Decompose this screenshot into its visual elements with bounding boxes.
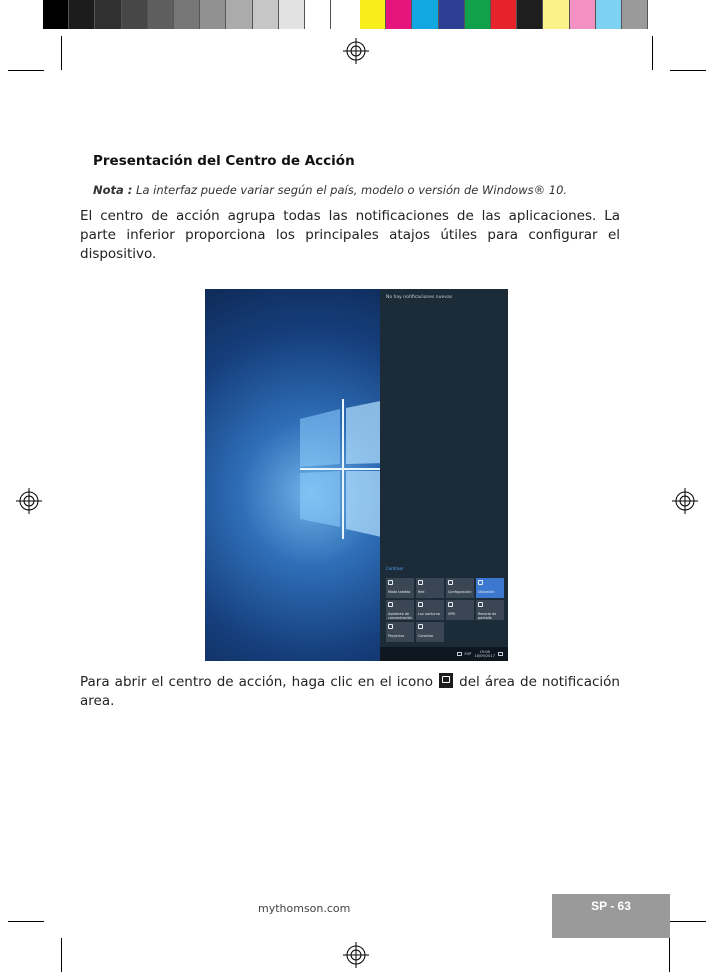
action-center-icon[interactable]	[498, 652, 503, 656]
gray-swatch	[122, 0, 148, 29]
note	[93, 183, 567, 197]
crop-mark	[670, 70, 706, 71]
color-swatch	[360, 0, 386, 29]
action-center-screenshot	[205, 289, 508, 661]
tile-icon	[478, 580, 483, 585]
tile-icon	[448, 602, 453, 607]
color-swatch	[517, 0, 543, 29]
color-swatch	[543, 0, 569, 29]
registration-mark-icon	[672, 488, 698, 514]
tile-label: Proyectar	[388, 634, 405, 638]
tile-icon	[478, 602, 483, 607]
footer-url: mythomson.com	[258, 902, 351, 915]
crop-mark	[61, 938, 62, 972]
windows-logo-icon	[300, 399, 390, 539]
action-center-panel	[380, 289, 508, 661]
gray-swatch	[174, 0, 200, 29]
para2-before: Para abrir el centro de acción, haga clic en el icono	[80, 674, 439, 690]
tile-label: Asistente de concentración	[388, 612, 413, 620]
tile-label: Luz nocturna	[418, 612, 440, 616]
gray-swatch	[200, 0, 226, 29]
crop-mark	[8, 921, 44, 922]
gray-swatch	[43, 0, 69, 29]
registration-mark-icon	[16, 488, 42, 514]
action-center-icon	[439, 673, 453, 688]
open-action-center-paragraph	[80, 673, 620, 711]
tile-label: Modo tableta	[388, 590, 411, 594]
gray-swatch	[95, 0, 121, 29]
taskbar-time: 19:08	[479, 650, 490, 654]
tile-icon	[418, 580, 423, 585]
quick-action-tile[interactable]	[476, 578, 504, 598]
color-swatch	[465, 0, 491, 29]
section-heading: Presentación del Centro de Acción	[93, 153, 355, 169]
quick-action-tile[interactable]	[386, 622, 414, 642]
tile-label: Recorte de pantalla	[478, 612, 497, 620]
registration-mark-icon	[343, 38, 369, 64]
tile-label: Conectar	[418, 634, 434, 638]
quick-action-tiles	[386, 578, 504, 642]
tile-icon	[418, 624, 423, 629]
taskbar-clock[interactable]	[474, 650, 495, 658]
color-swatch	[596, 0, 622, 29]
quick-action-tile[interactable]	[446, 578, 474, 598]
intro-paragraph: El centro de acción agrupa todas las notificaciones de las aplicaciones. La parte inferior proporciona los principales atajos útiles para configurar el dispositivo.	[80, 208, 620, 262]
registration-mark-icon	[343, 942, 369, 968]
color-swatch	[622, 0, 648, 29]
network-icon[interactable]	[457, 652, 462, 656]
quick-action-tile[interactable]	[386, 600, 414, 620]
crop-mark	[61, 36, 62, 70]
crop-mark	[669, 938, 670, 972]
tile-label: Red	[418, 590, 425, 594]
gray-swatch	[148, 0, 174, 29]
process-color-bar	[360, 0, 648, 29]
quick-action-tile[interactable]	[386, 578, 414, 598]
no-notifications-text: No hay notificaciones nuevas	[386, 295, 453, 300]
tile-icon	[418, 602, 423, 607]
quick-action-tile[interactable]	[416, 600, 444, 620]
color-swatch	[491, 0, 517, 29]
color-swatch	[386, 0, 412, 29]
gray-swatch	[226, 0, 252, 29]
note-text: La interfaz puede variar según el país, modelo o versión de Windows® 10.	[132, 183, 568, 197]
tile-icon	[388, 580, 393, 585]
note-label: Nota :	[93, 183, 133, 197]
tile-icon	[388, 602, 393, 607]
tile-label: Ubicación	[478, 590, 495, 594]
taskbar-language[interactable]: ESP	[464, 652, 472, 656]
gray-swatch	[253, 0, 279, 29]
crop-mark	[652, 36, 653, 70]
quick-action-tile[interactable]	[416, 578, 444, 598]
taskbar-date: 18/09/2017	[474, 654, 495, 658]
collapse-link[interactable]: Contraer	[386, 566, 404, 571]
color-swatch	[439, 0, 465, 29]
color-swatch	[570, 0, 596, 29]
gray-swatch	[305, 0, 331, 29]
color-swatch	[412, 0, 438, 29]
tile-label: Configuración	[448, 590, 472, 594]
gray-swatch	[279, 0, 305, 29]
page-number: SP - 63	[591, 899, 631, 913]
tile-label: VPN	[448, 612, 455, 616]
quick-action-tile[interactable]	[416, 622, 444, 642]
crop-mark	[670, 921, 706, 922]
taskbar	[380, 647, 508, 661]
page-number-box	[552, 894, 670, 938]
tile-icon	[388, 624, 393, 629]
quick-action-tile[interactable]	[446, 600, 474, 620]
crop-mark	[8, 70, 44, 71]
tile-icon	[448, 580, 453, 585]
gray-swatch	[69, 0, 95, 29]
gray-color-bar	[43, 0, 331, 29]
quick-action-tile[interactable]	[476, 600, 504, 620]
para2-after: del área de notificación area.	[80, 674, 620, 709]
